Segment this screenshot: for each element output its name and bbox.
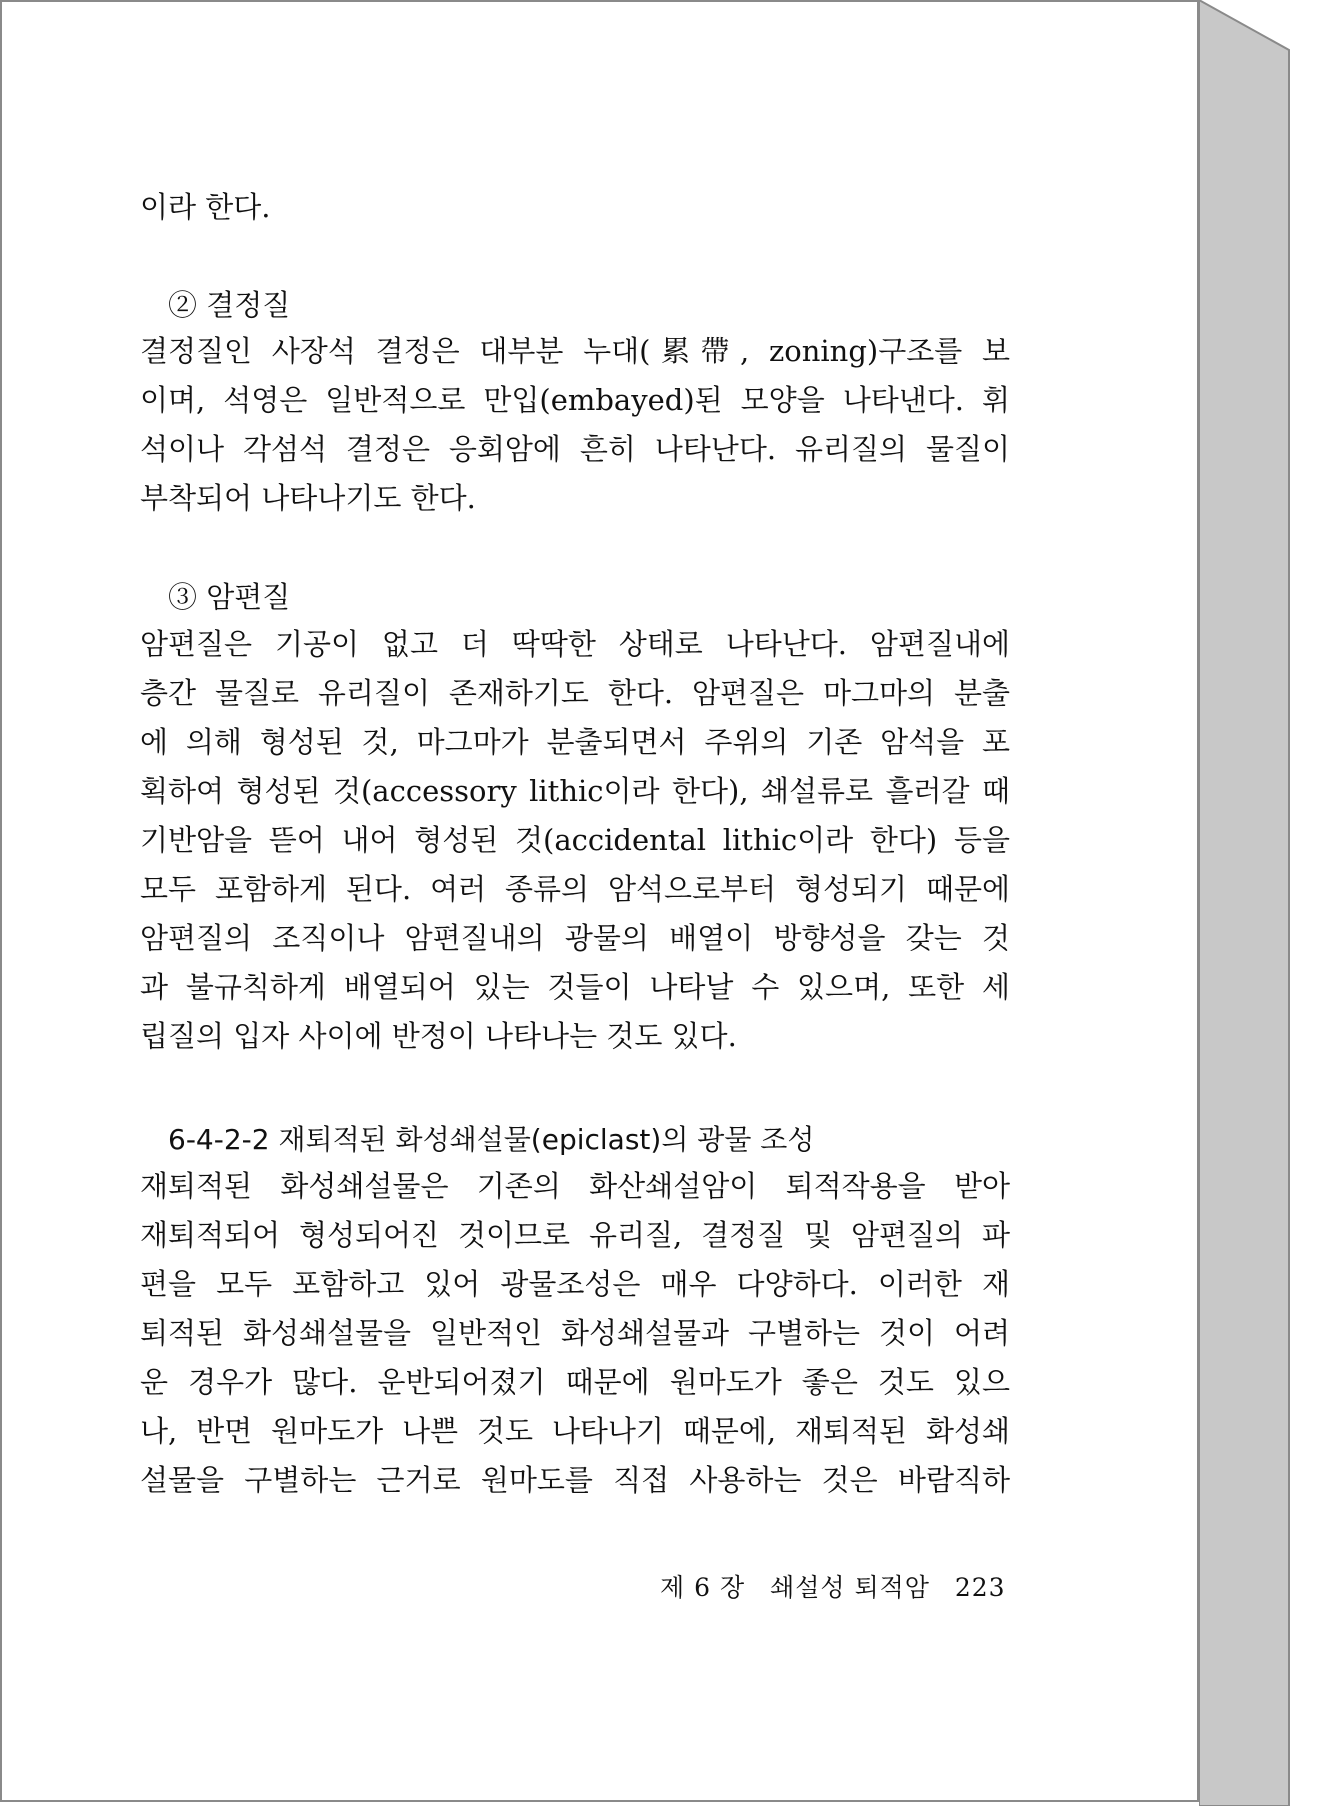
text-line: 획하여 형성된 것(accessory lithic이라 한다), 쇄설류로 흘러갈 때 (140, 774, 1010, 808)
text-line: 층간 물질로 유리질이 존재하기도 한다. 암편질은 마그마의 분출 (140, 676, 1010, 710)
text-line: 암편질은 기공이 없고 더 딱딱한 상태로 나타난다. 암편질내에 (140, 627, 1010, 661)
text-line: 모두 포함하게 된다. 여러 종류의 암석으로부터 형성되기 때문에 (140, 872, 1010, 906)
text-line: 결정질인 사장석 결정은 대부분 누대(累帶, zoning)구조를 보 (140, 334, 1010, 368)
section-heading-lithic: ③ 암편질 (168, 580, 291, 614)
text-line: 부착되어 나타나기도 한다. (140, 481, 476, 515)
text-line: 암편질의 조직이나 암편질내의 광물의 배열이 방향성을 갖는 것 (140, 921, 1010, 955)
page-footer (660, 1568, 1006, 1604)
section-heading-crystal: ② 결정질 (168, 288, 291, 322)
footer-chapter: 제 6 장 (660, 1573, 746, 1602)
text-line: 편을 모두 포함하고 있어 광물조성은 매우 다양하다. 이러한 재 (140, 1267, 1010, 1301)
text-line: 재퇴적된 화성쇄설물은 기존의 화산쇄설암이 퇴적작용을 받아 (140, 1169, 1010, 1203)
text-line: 이며, 석영은 일반적으로 만입(embayed)된 모양을 나타낸다. 휘 (140, 383, 1010, 417)
text-line: 석이나 각섬석 결정은 응회암에 흔히 나타난다. 유리질의 물질이 (140, 432, 1010, 466)
text-line: 퇴적된 화성쇄설물을 일반적인 화성쇄설물과 구별하는 것이 어려 (140, 1316, 1010, 1350)
paragraph-lithic (140, 620, 1010, 1061)
text-line: 설물을 구별하는 근거로 원마도를 직접 사용하는 것은 바람직하 (140, 1463, 1010, 1497)
text-line: 이라 한다. (140, 190, 271, 224)
text-line: 기반암을 뜯어 내어 형성된 것(accidental lithic이라 한다) 등을 (140, 823, 1010, 857)
paragraph-crystal (140, 327, 1010, 523)
text-line: 나, 반면 원마도가 나쁜 것도 나타나기 때문에, 재퇴적된 화성쇄 (140, 1414, 1010, 1448)
book-spine (1199, 0, 1343, 1806)
intro-text (140, 183, 1010, 232)
page-number: 223 (954, 1573, 1006, 1602)
text-line: 에 의해 형성된 것, 마그마가 분출되면서 주위의 기존 암석을 포 (140, 725, 1010, 759)
text-line: 운 경우가 많다. 운반되어졌기 때문에 원마도가 좋은 것도 있으 (140, 1365, 1010, 1399)
paragraph-epiclast (140, 1162, 1010, 1505)
footer-title: 쇄설성 퇴적암 (770, 1573, 930, 1602)
text-line: 립질의 입자 사이에 반정이 나타나는 것도 있다. (140, 1019, 737, 1053)
text-line: 재퇴적되어 형성되어진 것이므로 유리질, 결정질 및 암편질의 파 (140, 1218, 1010, 1252)
text-line: 과 불규칙하게 배열되어 있는 것들이 나타날 수 있으며, 또한 세 (140, 970, 1010, 1004)
section-heading-epiclast: 6-4-2-2 재퇴적된 화성쇄설물(epiclast)의 광물 조성 (168, 1123, 815, 1156)
